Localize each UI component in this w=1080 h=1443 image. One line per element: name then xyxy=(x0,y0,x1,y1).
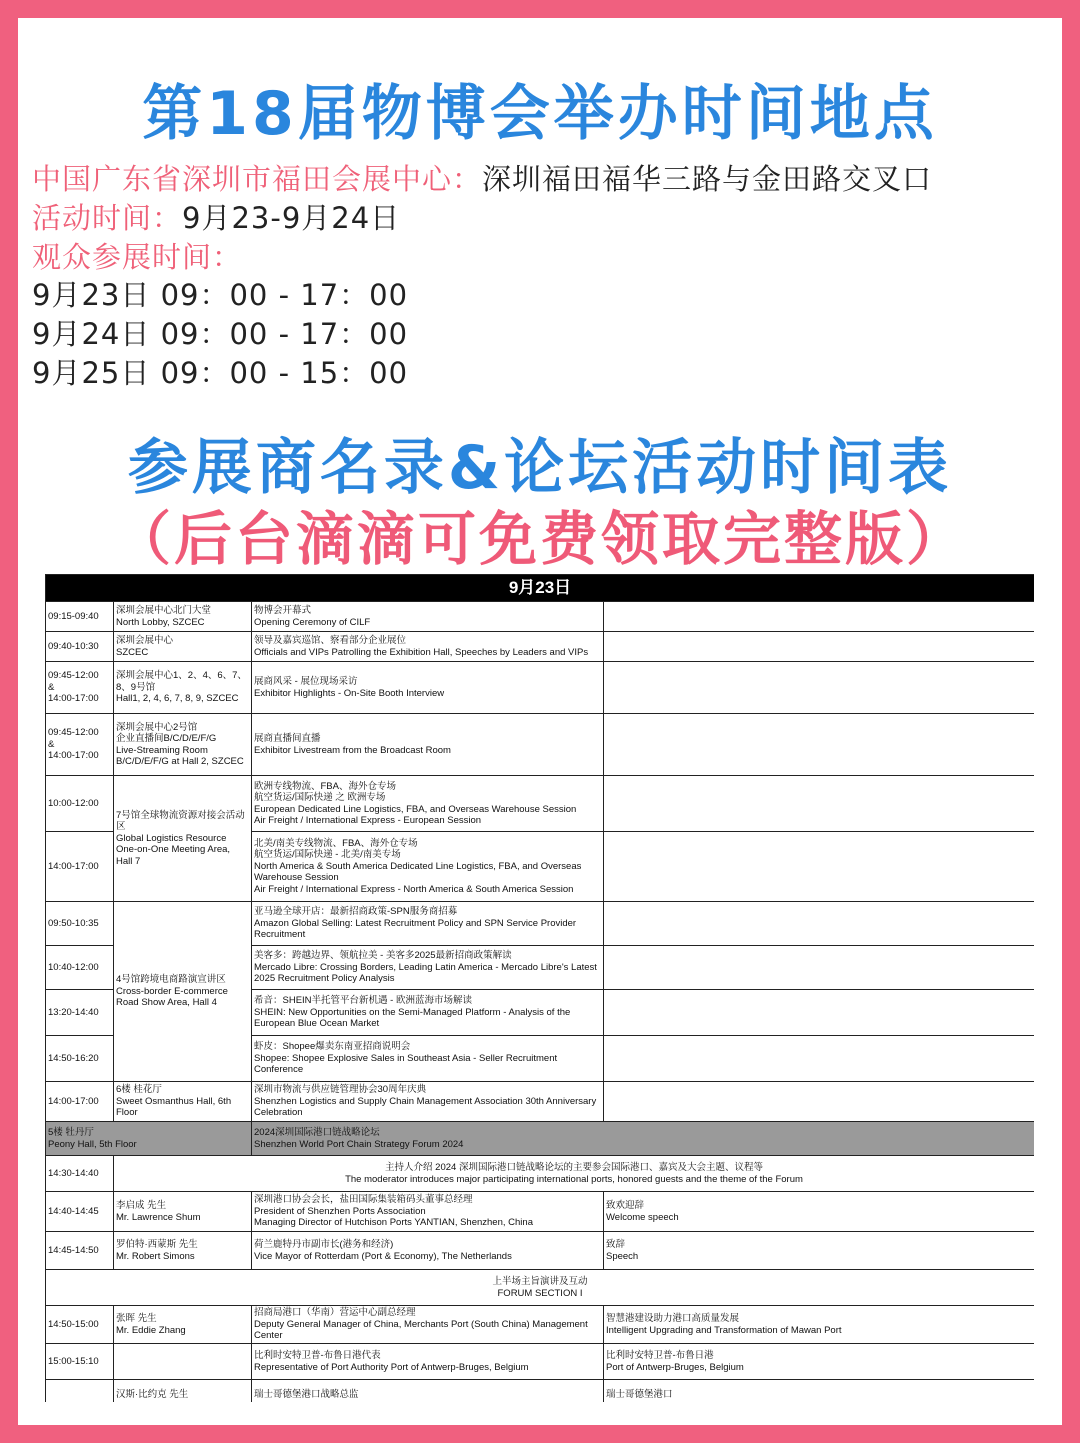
schedule-sheet xyxy=(45,574,1034,1402)
schedule-date: 9月23日 xyxy=(46,575,1035,602)
activity-line xyxy=(32,199,932,238)
speaker-role: 荷兰鹿特丹市副市长(港务和经济) Vice Mayor of Rotterdam (Port & Economy), The Netherlands xyxy=(252,1232,604,1270)
visitor-time-3: 9月25日 09：00 - 15：00 xyxy=(32,355,409,390)
intro-time: 14:30-14:40 xyxy=(46,1156,114,1192)
table-row xyxy=(46,632,1035,662)
poster-card xyxy=(18,18,1062,1425)
row-extra xyxy=(604,832,1035,902)
forum-row xyxy=(46,1122,1035,1156)
venue-address: 深圳福田福华三路与金田路交叉口 xyxy=(482,162,933,196)
row-extra xyxy=(604,662,1035,714)
row-extra xyxy=(604,776,1035,832)
row-extra xyxy=(604,902,1035,946)
row-time: 14:50-16:20 xyxy=(46,1036,114,1082)
speaker-topic: 瑞士哥德堡港口 xyxy=(604,1380,1035,1403)
speaker-topic: 智慧港建设助力港口高质量发展 Intelligent Upgrading and Transformation of Mawan Port xyxy=(604,1306,1035,1344)
row-extra xyxy=(604,714,1035,776)
venue-label: 中国广东省深圳市福田会展中心： xyxy=(32,162,483,196)
visitor-label: 观众参展时间： xyxy=(32,239,243,274)
speaker-topic: 比利时安特卫普-布鲁日港 Port of Antwerp-Bruges, Belgium xyxy=(604,1344,1035,1380)
row-event: 展商风采 - 展位现场采访 Exhibitor Highlights - On-Site Booth Interview xyxy=(252,662,604,714)
row-place: 深圳会展中心2号馆 企业直播间B/C/D/E/F/G Live-Streaming Room B/C/D/E/F/G at Hall 2, SZCEC xyxy=(114,714,252,776)
row-place: 6楼 桂花厅 Sweet Osmanthus Hall, 6th Floor xyxy=(114,1082,252,1122)
row-time: 10:40-12:00 xyxy=(46,946,114,990)
subtitle-line1: 参展商名录&论坛活动时间表 xyxy=(127,433,953,503)
speaker-row xyxy=(46,1344,1035,1380)
speaker-name: 张晖 先生 Mr. Eddie Zhang xyxy=(114,1306,252,1344)
row-time: 14:00-17:00 xyxy=(46,832,114,902)
row-place: 7号馆全球物流资源对接会活动区 Global Logistics Resource One-on-One Meeting Area, Hall 7 xyxy=(114,776,252,902)
row-event: 展商直播间直播 Exhibitor Livestream from the Broadcast Room xyxy=(252,714,604,776)
table-row xyxy=(46,776,1035,832)
speaker-role: 招商局港口（华南）营运中心副总经理 Deputy General Manager of China, Merchants Port (South China) Management Center xyxy=(252,1306,604,1344)
table-row xyxy=(46,902,1035,946)
speaker-topic: 致欢迎辞 Welcome speech xyxy=(604,1192,1035,1232)
poster-title: 第18届物博会举办时间地点 xyxy=(142,79,938,149)
table-row xyxy=(46,1082,1035,1122)
row-time: 09:40-10:30 xyxy=(46,632,114,662)
row-extra xyxy=(604,990,1035,1036)
speaker-row xyxy=(46,1232,1035,1270)
speaker-time: 14:45-14:50 xyxy=(46,1232,114,1270)
visitor-time-2: 9月24日 09：00 - 17：00 xyxy=(32,317,409,352)
speaker-name xyxy=(114,1344,252,1380)
row-event: 美客多：跨越边界、领航拉美 - 美客多2025最新招商政策解读 Mercado Libre: Crossing Borders, Leading Latin America - Mercado Libre's Latest 2025 Recruitment Policy Analysis xyxy=(252,946,604,990)
row-extra xyxy=(604,602,1035,632)
row-event: 领导及嘉宾巡馆、察看部分企业展位 Officials and VIPs Patrolling the Exhibition Hall, Speeches by Leaders and VIPs xyxy=(252,632,604,662)
row-event: 欧洲专线物流、FBA、海外仓专场 航空货运/国际快递 之 欧洲专场 European Dedicated Line Logistics, FBA, and Overseas Warehouse Session Air Freight / International Express - European Session xyxy=(252,776,604,832)
row-event: 亚马逊全球开店：最新招商政策-SPN服务商招募 Amazon Global Selling: Latest Recruitment Policy and SPN Service Provider Recruitment xyxy=(252,902,604,946)
speaker-row xyxy=(46,1192,1035,1232)
speaker-role: 深圳港口协会会长，盐田国际集装箱码头董事总经理 President of Shenzhen Ports Association Managing Director of Hutchison Ports YANTIAN, Shenzhen, China xyxy=(252,1192,604,1232)
row-place: 深圳会展中心 SZCEC xyxy=(114,632,252,662)
activity-label: 活动时间： xyxy=(32,200,183,235)
venue-line xyxy=(32,160,932,199)
row-event: 希音：SHEIN半托管平台新机遇 - 欧洲蓝海市场解读 SHEIN: New Opportunities on the Semi-Managed Platform - Analysis of the European Blue Ocean Market xyxy=(252,990,604,1036)
date-header-row xyxy=(46,575,1035,602)
row-time: 14:00-17:00 xyxy=(46,1082,114,1122)
table-row xyxy=(46,714,1035,776)
row-time: 09:45-12:00 & 14:00-17:00 xyxy=(46,714,114,776)
row-time: 09:45-12:00 & 14:00-17:00 xyxy=(46,662,114,714)
speaker-topic: 致辞 Speech xyxy=(604,1232,1035,1270)
speaker-time: 14:50-15:00 xyxy=(46,1306,114,1344)
event-info xyxy=(32,160,932,393)
row-event: 北美/南美专线物流、FBA、海外仓专场 航空货运/国际快递 - 北美/南美专场 North America & South America Dedicated Line Logistics, FBA, and Overseas Warehouse Session Air Freight / International Express - North America & South America Session xyxy=(252,832,604,902)
row-time: 13:20-14:40 xyxy=(46,990,114,1036)
speaker-row xyxy=(46,1306,1035,1344)
row-event: 物博会开幕式 Opening Ceremony of CILF xyxy=(252,602,604,632)
subtitle-line2: （后台滴滴可免费领取完整版） xyxy=(112,505,967,573)
row-extra xyxy=(604,632,1035,662)
row-time: 09:50-10:35 xyxy=(46,902,114,946)
row-event: 虾皮：Shopee爆卖东南亚招商说明会 Shopee: Shopee Explosive Sales in Southeast Asia - Seller Recruitment Conference xyxy=(252,1036,604,1082)
forum-place: 5楼 牡丹厅 Peony Hall, 5th Floor xyxy=(46,1122,252,1156)
intro-row xyxy=(46,1156,1035,1192)
intro-text: 主持人介绍 2024 深圳国际港口链战略论坛的主要参会国际港口、嘉宾及大会主题、议程等 The moderator introduces major participating international ports, honored guests and the theme of the Forum xyxy=(114,1156,1035,1192)
speaker-time: 14:40-14:45 xyxy=(46,1192,114,1232)
row-extra xyxy=(604,1082,1035,1122)
row-place: 4号馆跨境电商路演宣讲区 Cross-border E-commerce Road Show Area, Hall 4 xyxy=(114,902,252,1082)
row-time: 10:00-12:00 xyxy=(46,776,114,832)
speaker-name: 汉斯·比约克 先生 xyxy=(114,1380,252,1403)
forum-title: 2024深圳国际港口链战略论坛 Shenzhen World Port Chain Strategy Forum 2024 xyxy=(252,1122,1035,1156)
section-title: 上半场主旨演讲及互动 FORUM SECTION I xyxy=(46,1270,1035,1306)
speaker-role: 瑞士哥德堡港口战略总监 xyxy=(252,1380,604,1403)
row-extra xyxy=(604,946,1035,990)
row-place: 深圳会展中心1、2、4、6、7、8、9号馆 Hall1, 2, 4, 6, 7, 8, 9, SZCEC xyxy=(114,662,252,714)
row-event: 深圳市物流与供应链管理协会30周年庆典 Shenzhen Logistics and Supply Chain Management Association 30th Anniversary Celebration xyxy=(252,1082,604,1122)
speaker-name: 李启成 先生 Mr. Lawrence Shum xyxy=(114,1192,252,1232)
table-row xyxy=(46,662,1035,714)
speaker-name: 罗伯特·西蒙斯 先生 Mr. Robert Simons xyxy=(114,1232,252,1270)
visitor-time-1: 9月23日 09：00 - 17：00 xyxy=(32,278,409,313)
row-time: 09:15-09:40 xyxy=(46,602,114,632)
row-extra xyxy=(604,1036,1035,1082)
speaker-row-cutoff xyxy=(46,1380,1035,1403)
row-place: 深圳会展中心北门大堂 North Lobby, SZCEC xyxy=(114,602,252,632)
section-row xyxy=(46,1270,1035,1306)
table-row xyxy=(46,602,1035,632)
activity-time: 9月23-9月24日 xyxy=(182,200,401,235)
speaker-time: 15:00-15:10 xyxy=(46,1344,114,1380)
speaker-role: 比利时安特卫普-布鲁日港代表 Representative of Port Authority Port of Antwerp-Bruges, Belgium xyxy=(252,1344,604,1380)
schedule-table xyxy=(45,574,1034,1402)
